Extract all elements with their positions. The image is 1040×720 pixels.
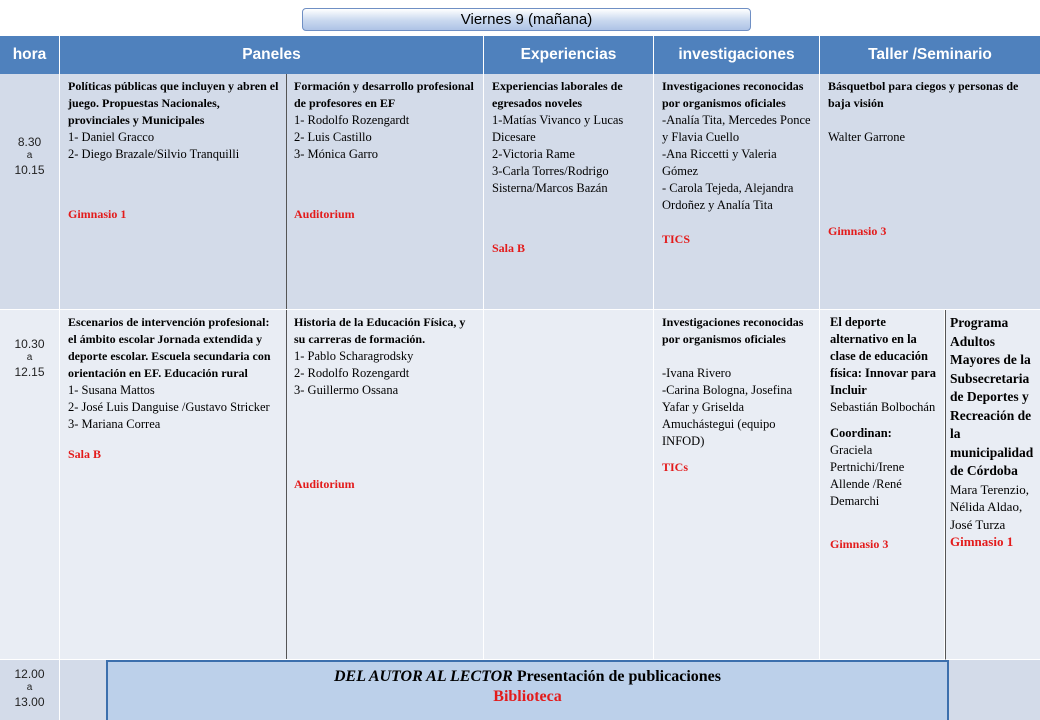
row1-taller-name: Walter Garrone bbox=[828, 130, 906, 144]
row1-panel2-line1: 1- Rodolfo Rozengardt bbox=[294, 113, 410, 127]
row2-panel1 bbox=[60, 310, 286, 463]
row2-hora-end: 12.15 bbox=[14, 365, 45, 379]
row2-hora bbox=[0, 310, 60, 660]
row1-investigaciones bbox=[654, 74, 820, 310]
row2-panel2 bbox=[286, 310, 484, 493]
row2-taller2-room: Gimnasio 1 bbox=[950, 534, 1014, 549]
row2-taller1-name: Sebastián Bolbochán bbox=[830, 400, 936, 414]
row1-taller-title: Básquetbol para ciegos y personas de baja visión bbox=[828, 79, 1019, 110]
row2-panel2-line3: 3- Guillermo Ossana bbox=[294, 383, 399, 397]
row3-hora-end: 13.00 bbox=[14, 695, 45, 709]
row2-taller1-room: Gimnasio 3 bbox=[830, 537, 889, 551]
row1-panel2-title: Formación y desarrollo profesional de profesores en EF bbox=[294, 79, 474, 110]
row2-taller2-names: Mara Terenzio, Nélida Aldao, José Turza bbox=[950, 481, 1029, 532]
row1-hora-start: 8.30 bbox=[17, 135, 42, 149]
row3-hora bbox=[0, 660, 60, 720]
row3-hora-a: a bbox=[26, 682, 33, 693]
row1-panel1-room: Gimnasio 1 bbox=[68, 207, 127, 221]
row2-hora-a: a bbox=[26, 352, 33, 363]
row1-inv-title: Investigaciones reconocidas por organismos oficiales bbox=[662, 79, 804, 110]
row1-exp-line1: 1-Matías Vivanco y Lucas Dicesare bbox=[492, 113, 624, 144]
row2-panel1-room: Sala B bbox=[68, 447, 102, 461]
row1-panel1-line2: 2- Diego Brazale/Silvio Tranquilli bbox=[68, 147, 240, 161]
row2-panel2-line1: 1- Pablo Scharagrodsky bbox=[294, 349, 414, 363]
row2-inv-line2: -Carina Bologna, Josefina Yafar y Griselda Amuchástegui (equipo INFOD) bbox=[662, 383, 793, 448]
library-banner bbox=[106, 660, 949, 720]
row2-taller2-title: Programa Adultos Mayores de la Subsecretaria de Deportes y Recreación de la municipalidad de Córdoba bbox=[950, 315, 1034, 478]
header-hora: hora bbox=[0, 36, 60, 74]
row2-panel1-line3: 3- Mariana Correa bbox=[68, 417, 161, 431]
row3-hora-start: 12.00 bbox=[14, 667, 45, 681]
row2-experiencias bbox=[484, 310, 654, 660]
row1-hora-end: 10.15 bbox=[14, 163, 45, 177]
row1-inv-line1: -Analía Tita, Mercedes Ponce y Flavia Cuello bbox=[662, 113, 811, 144]
header-taller: Taller /Seminario bbox=[820, 36, 1040, 74]
row2-taller2 bbox=[945, 310, 1040, 660]
row1-exp-room: Sala B bbox=[492, 241, 526, 255]
row2-panel2-title: Historia de la Educación Física, y su carreras de formación. bbox=[294, 315, 466, 346]
row1-hora bbox=[0, 74, 60, 310]
schedule-table bbox=[0, 36, 1040, 720]
row1-panel1 bbox=[60, 74, 286, 223]
row1-experiencias bbox=[484, 74, 654, 310]
library-banner-title-italic: DEL AUTOR AL LECTOR bbox=[334, 668, 513, 685]
row1-panel2-line2: 2- Luis Castillo bbox=[294, 130, 372, 144]
row1-panel1-title: Políticas públicas que incluyen y abren el juego. Propuestas Nacionales, provinciales y Municipales bbox=[68, 79, 279, 127]
row2-panel1-title: Escenarios de intervención profesional: el ámbito escolar Jornada extendida y deporte escolar. Escuela secundaria con orientación en EF. Educación rural bbox=[68, 315, 271, 380]
row2-taller1-coord-label: Coordinan: bbox=[830, 426, 892, 440]
row2-panel1-line2: 2- José Luis Danguise /Gustavo Stricker bbox=[68, 400, 270, 414]
row2-taller1-coord: Graciela Pertnichi/Irene Allende /René Demarchi bbox=[830, 443, 905, 508]
row2-inv-line1: -Ivana Rivero bbox=[662, 366, 732, 380]
row2-paneles bbox=[60, 310, 484, 660]
library-banner-title bbox=[108, 668, 947, 686]
row1-paneles bbox=[60, 74, 484, 310]
row1-panel1-line1: 1- Daniel Gracco bbox=[68, 130, 155, 144]
row1-panel2 bbox=[286, 74, 484, 223]
row1-taller-room: Gimnasio 3 bbox=[828, 224, 887, 238]
row1-panel2-line3: 3- Mónica Garro bbox=[294, 147, 378, 161]
row2-panel2-line2: 2- Rodolfo Rozengardt bbox=[294, 366, 410, 380]
header-experiencias: Experiencias bbox=[484, 36, 654, 74]
row1-hora-a: a bbox=[26, 150, 33, 161]
row1-taller bbox=[820, 74, 1040, 310]
row1-exp-title: Experiencias laborales de egresados noveles bbox=[492, 79, 623, 110]
header-investigaciones: investigaciones bbox=[654, 36, 820, 74]
row2-hora-start: 10.30 bbox=[14, 337, 45, 351]
row2-panel1-line1: 1- Susana Mattos bbox=[68, 383, 155, 397]
row2-investigaciones bbox=[654, 310, 820, 660]
row1-exp-line3: 3-Carla Torres/Rodrigo Sisterna/Marcos Bazán bbox=[492, 164, 609, 195]
header-paneles: Paneles bbox=[60, 36, 484, 74]
row1-inv-line2: -Ana Riccetti y Valeria Gómez bbox=[662, 147, 777, 178]
row2-inv-title: Investigaciones reconocidas por organismos oficiales bbox=[662, 315, 804, 346]
page-title: Viernes 9 (mañana) bbox=[302, 8, 751, 31]
row2-inv-room: TICs bbox=[662, 460, 689, 474]
library-banner-title-rest: Presentación de publicaciones bbox=[512, 668, 721, 685]
library-banner-room: Biblioteca bbox=[493, 688, 562, 705]
row1-exp-line2: 2-Victoria Rame bbox=[492, 147, 575, 161]
row1-panel2-room: Auditorium bbox=[294, 207, 355, 221]
row2-taller1 bbox=[820, 310, 945, 660]
row1-inv-room: TICS bbox=[662, 232, 691, 246]
row2-taller1-title: El deporte alternativo en la clase de educación física: Innovar para Incluir bbox=[830, 315, 937, 397]
row1-inv-line3: - Carola Tejeda, Alejandra Ordoñez y Analía Tita bbox=[662, 181, 794, 212]
row2-panel2-room: Auditorium bbox=[294, 477, 355, 491]
